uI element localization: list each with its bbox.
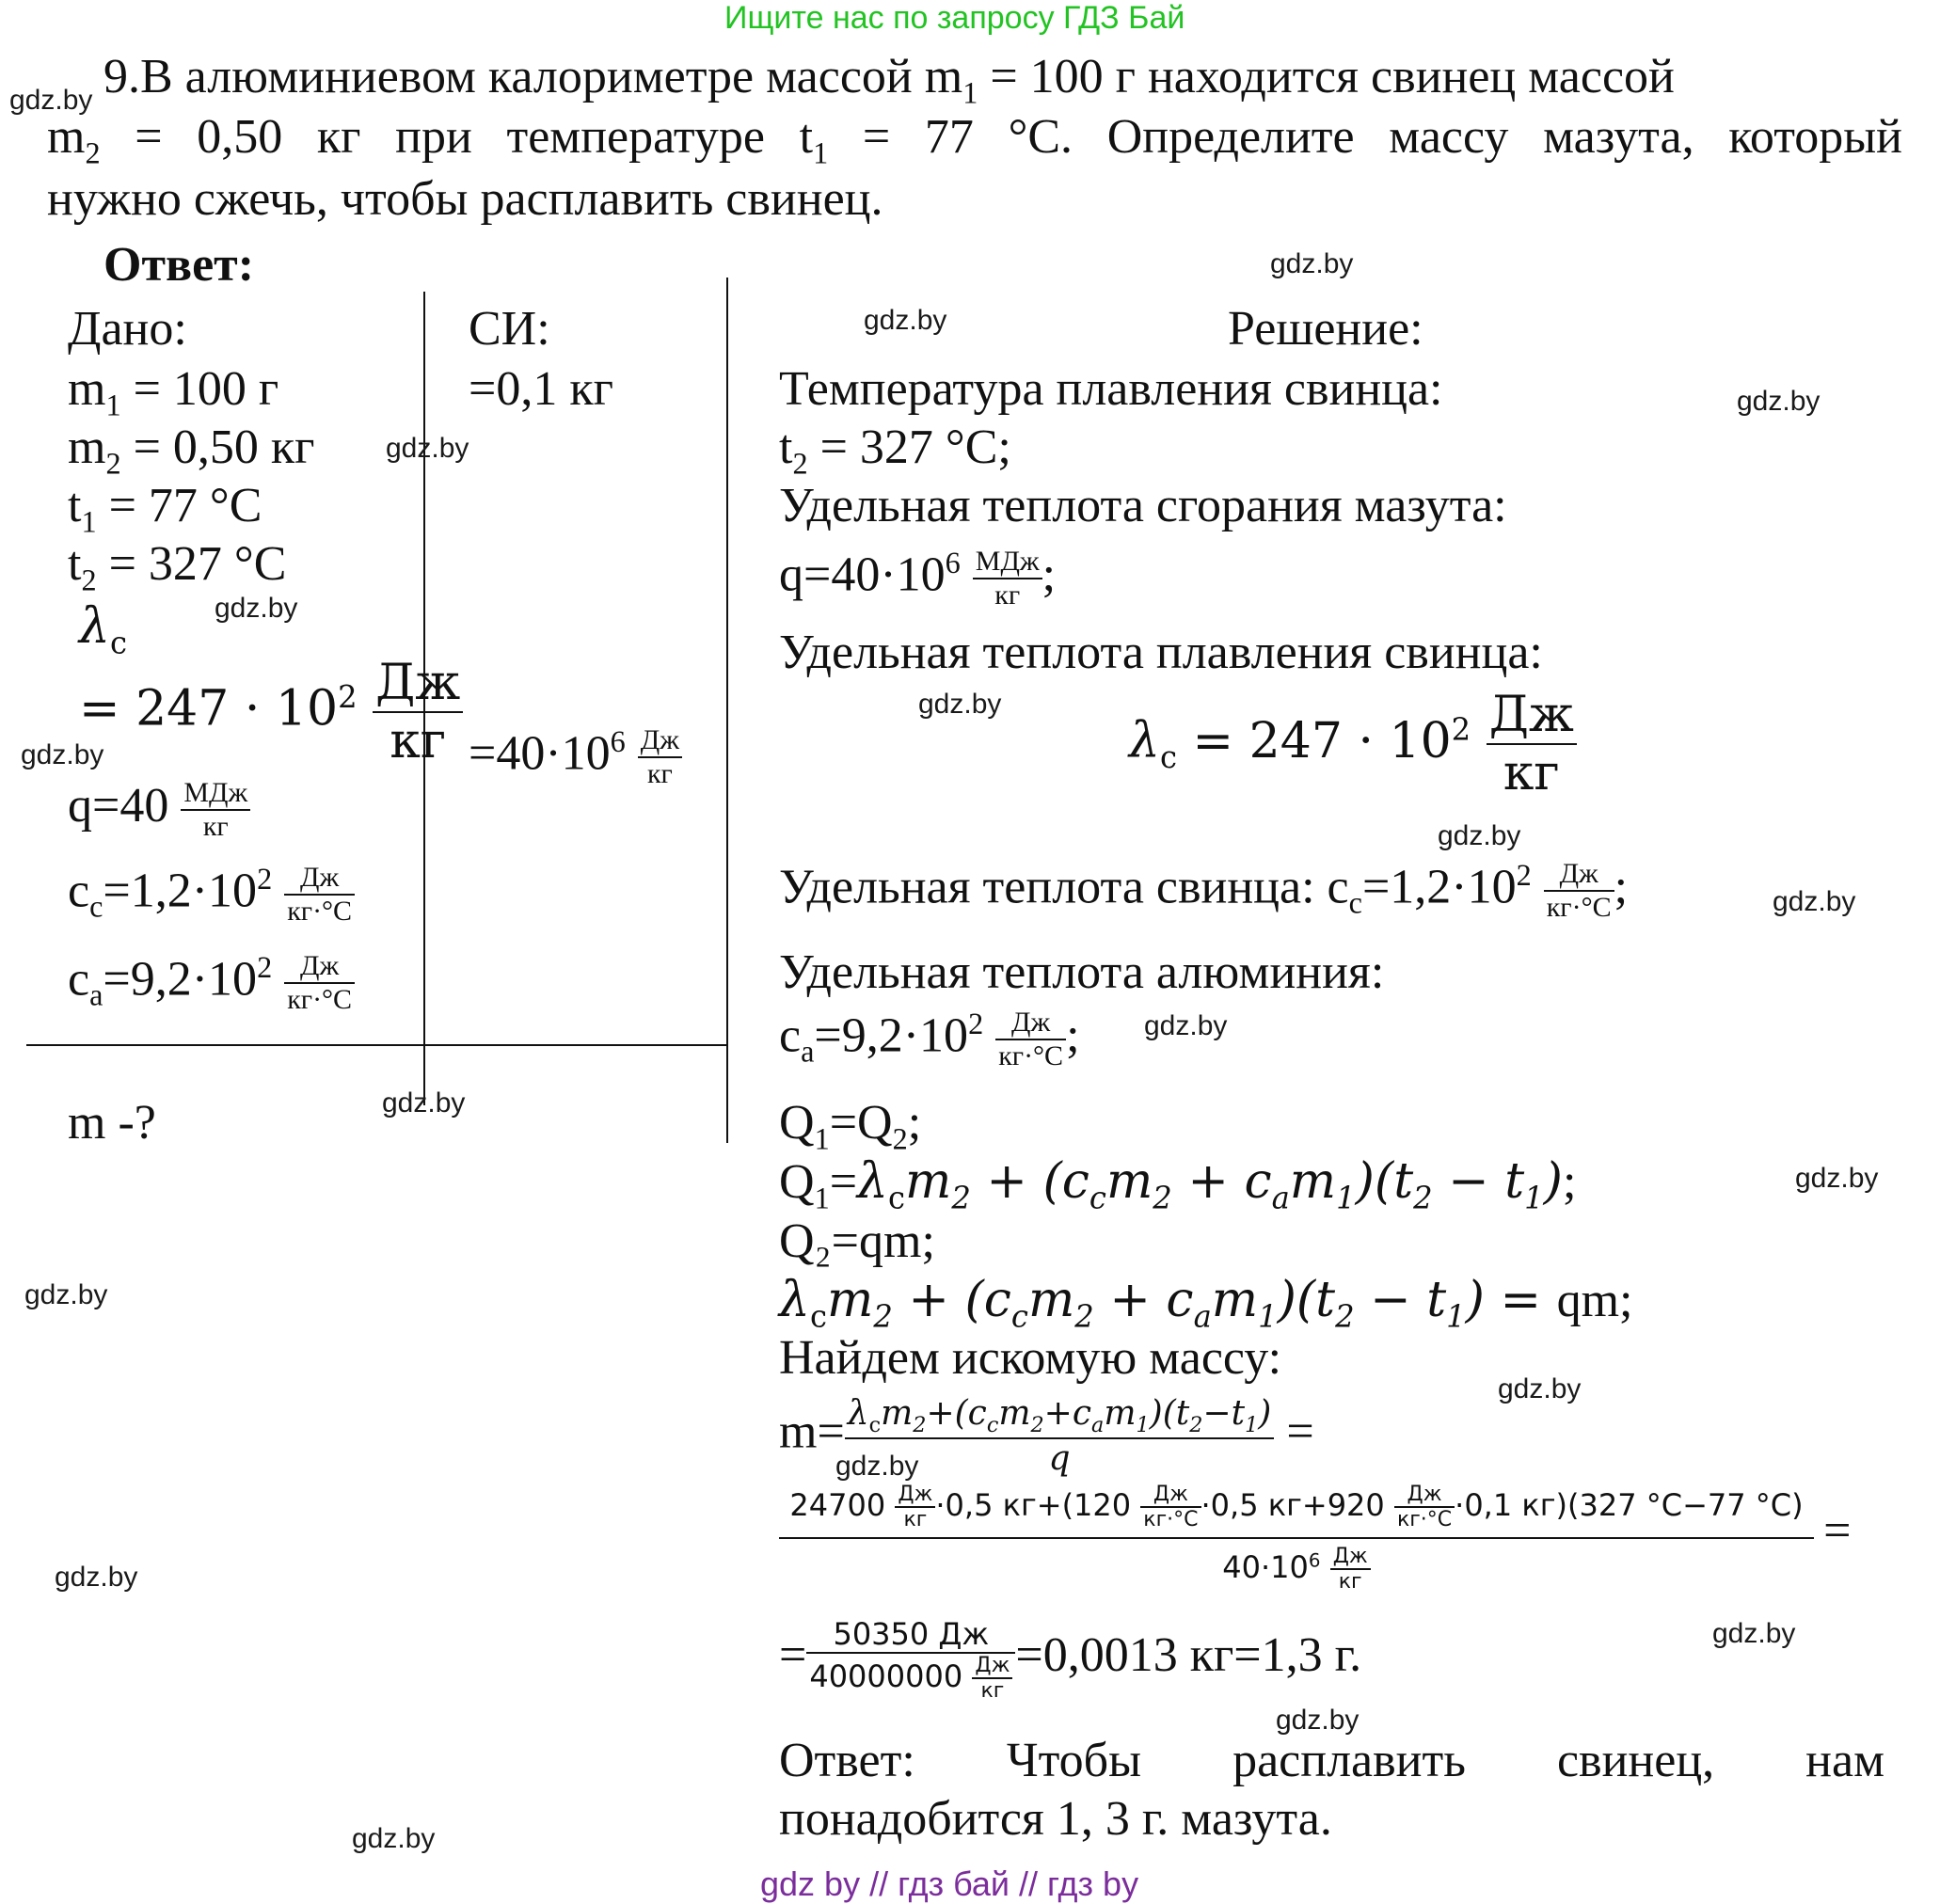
watermark: gdz.by	[835, 1451, 919, 1482]
solution-line-10: $Q_1=Q_2$;	[779, 1096, 922, 1156]
watermark: gdz.by	[1795, 1163, 1879, 1194]
given-cc: $c_c=1,2\cdot 10^2$ $\frac{Дж}{кг\cdot^\circ С}$	[68, 862, 355, 928]
si-heading: СИ:	[469, 302, 550, 356]
footer-links[interactable]: gdz by // гдз бай // гдз by	[760, 1864, 1139, 1903]
given-ca: $c_a=9,2\cdot 10^2$ $\frac{Дж}{кг\cdot^\circ С}$	[68, 950, 355, 1016]
solution-line-11: $Q_1=\lambda_cm_2 + (c_cm_2 + c_am_1)(t_2 - t_1)$;	[779, 1153, 1577, 1216]
watermark: gdz.by	[382, 1087, 466, 1119]
solution-line-12: Q₂=qm;	[779, 1214, 935, 1268]
given-heading: Дано:	[68, 302, 187, 356]
solution-line-13: $\lambda_cm_2 + (c_cm_2 + c_am_1)(t_2 - t_1)$ = qm;	[779, 1272, 1633, 1335]
watermark: gdz.by	[24, 1279, 108, 1310]
watermark: gdz.by	[352, 1823, 436, 1854]
watermark: gdz.by	[55, 1562, 138, 1593]
si-m1: =0,1 кг	[469, 362, 613, 416]
watermark: gdz.by	[1276, 1705, 1360, 1736]
given-lambda-label: $\lambda_c$	[79, 598, 128, 661]
given-lambda-value: = $247 \cdot 10^2$ $\frac{Дж}{кг}$	[79, 655, 463, 770]
solution-line-8: Удельная теплота алюминия:	[779, 945, 1385, 999]
divider-given-find	[26, 1044, 728, 1046]
watermark: gdz.by	[1498, 1373, 1582, 1404]
solution-line-7: Удельная теплота свинца: $c_c=1,2\cdot 10^2$ $\frac{Дж}{кг\cdot^\circ С}$ ;	[779, 858, 1629, 924]
watermark: gdz.by	[215, 593, 298, 624]
given-t2: $t_2 = 327$ °C	[68, 537, 287, 597]
given-find: m -?	[68, 1096, 156, 1150]
watermark: gdz.by	[1773, 886, 1856, 917]
watermark: gdz.by	[1438, 820, 1521, 851]
given-m2: $m_2 = 0,50$ кг	[68, 420, 315, 481]
solution-line-5: Удельная теплота плавления свинца:	[779, 626, 1543, 679]
solution-line-15: m= $\frac{\lambda_cm_2+(c_cm_2+c_am_1)(t_2-t_1)}{q}$ =	[779, 1394, 1314, 1479]
divider-si-solution	[726, 278, 728, 1143]
solution-line-16: 24700 $\frac{Дж}{кг}$ ·0,5 кг+(120 $\frac{Дж}{кг\cdot^\circ С}$ ·0,5 кг+920 $\frac{Дж}{кг\cdot^\circ С}$ ·0,1 кг)(327 °C−77 °C) $40\cdot 10^6$ $\frac{Дж}{кг}$ =	[779, 1483, 1852, 1594]
solution-answer-line-1: Ответ: Чтобы расплавить свинец, нам	[779, 1734, 1884, 1787]
watermark: gdz.by	[1270, 248, 1354, 279]
watermark: gdz.by	[1712, 1618, 1796, 1649]
watermark: gdz.by	[1737, 386, 1821, 417]
solution-line-14: Найдем искомую массу:	[779, 1331, 1282, 1385]
solution-line-4: $q=40\cdot 10^6$ $\frac{\text{МДж}}{кг}$ ;	[779, 546, 1057, 611]
solution-answer-line-2: понадобится 1, 3 г. мазута.	[779, 1792, 1332, 1846]
solution-line-1: Температура плавления свинца:	[779, 362, 1443, 416]
solution-line-6: $\lambda_c = 247 \cdot 10^2$ $\frac{Дж}{кг}$	[1129, 687, 1577, 801]
solution-line-2: $t_2 = 327$ °C;	[779, 420, 1011, 481]
problem-line-2: $m_2 = 0,50$ кг при температуре $t_1 = 77$ °С. Определите массу мазута, который	[47, 110, 1902, 170]
given-m1: $m_1 = 100$ г	[68, 362, 279, 422]
si-q: $=40\cdot 10^6$ $\frac{Дж}{кг}$	[469, 724, 682, 790]
solution-line-3: Удельная теплота сгорания мазута:	[779, 479, 1507, 532]
answer-heading: Ответ:	[103, 238, 255, 292]
solution-heading: Решение:	[1228, 302, 1423, 356]
solution-line-17: = 50350 Дж 40000000 $\frac{Дж}{кг}$ =0,0013 кг=1,3 г.	[779, 1616, 1362, 1703]
problem-line-1: 9.В алюминиевом калориметре массой $m_1 = 100$ г находится свинец массой	[103, 50, 1675, 110]
problem-line-3: нужно сжечь, чтобы расплавить свинец.	[47, 172, 883, 226]
given-t1: $t_1 = 77$ °C	[68, 479, 262, 539]
given-q: q=40 $\frac{\text{МДж}}{кг}$	[68, 777, 250, 843]
top-banner[interactable]: Ищите нас по запросу ГДЗ Бай	[724, 0, 1185, 36]
watermark: gdz.by	[1144, 1010, 1228, 1041]
watermark: gdz.by	[864, 305, 947, 336]
watermark: gdz.by	[9, 85, 93, 116]
watermark: gdz.by	[21, 739, 104, 770]
solution-line-9: $c_a=9,2\cdot 10^2$ $\frac{Дж}{кг\cdot^\circ С}$ ;	[779, 1007, 1080, 1072]
watermark: gdz.by	[386, 433, 469, 464]
watermark: gdz.by	[918, 689, 1002, 720]
